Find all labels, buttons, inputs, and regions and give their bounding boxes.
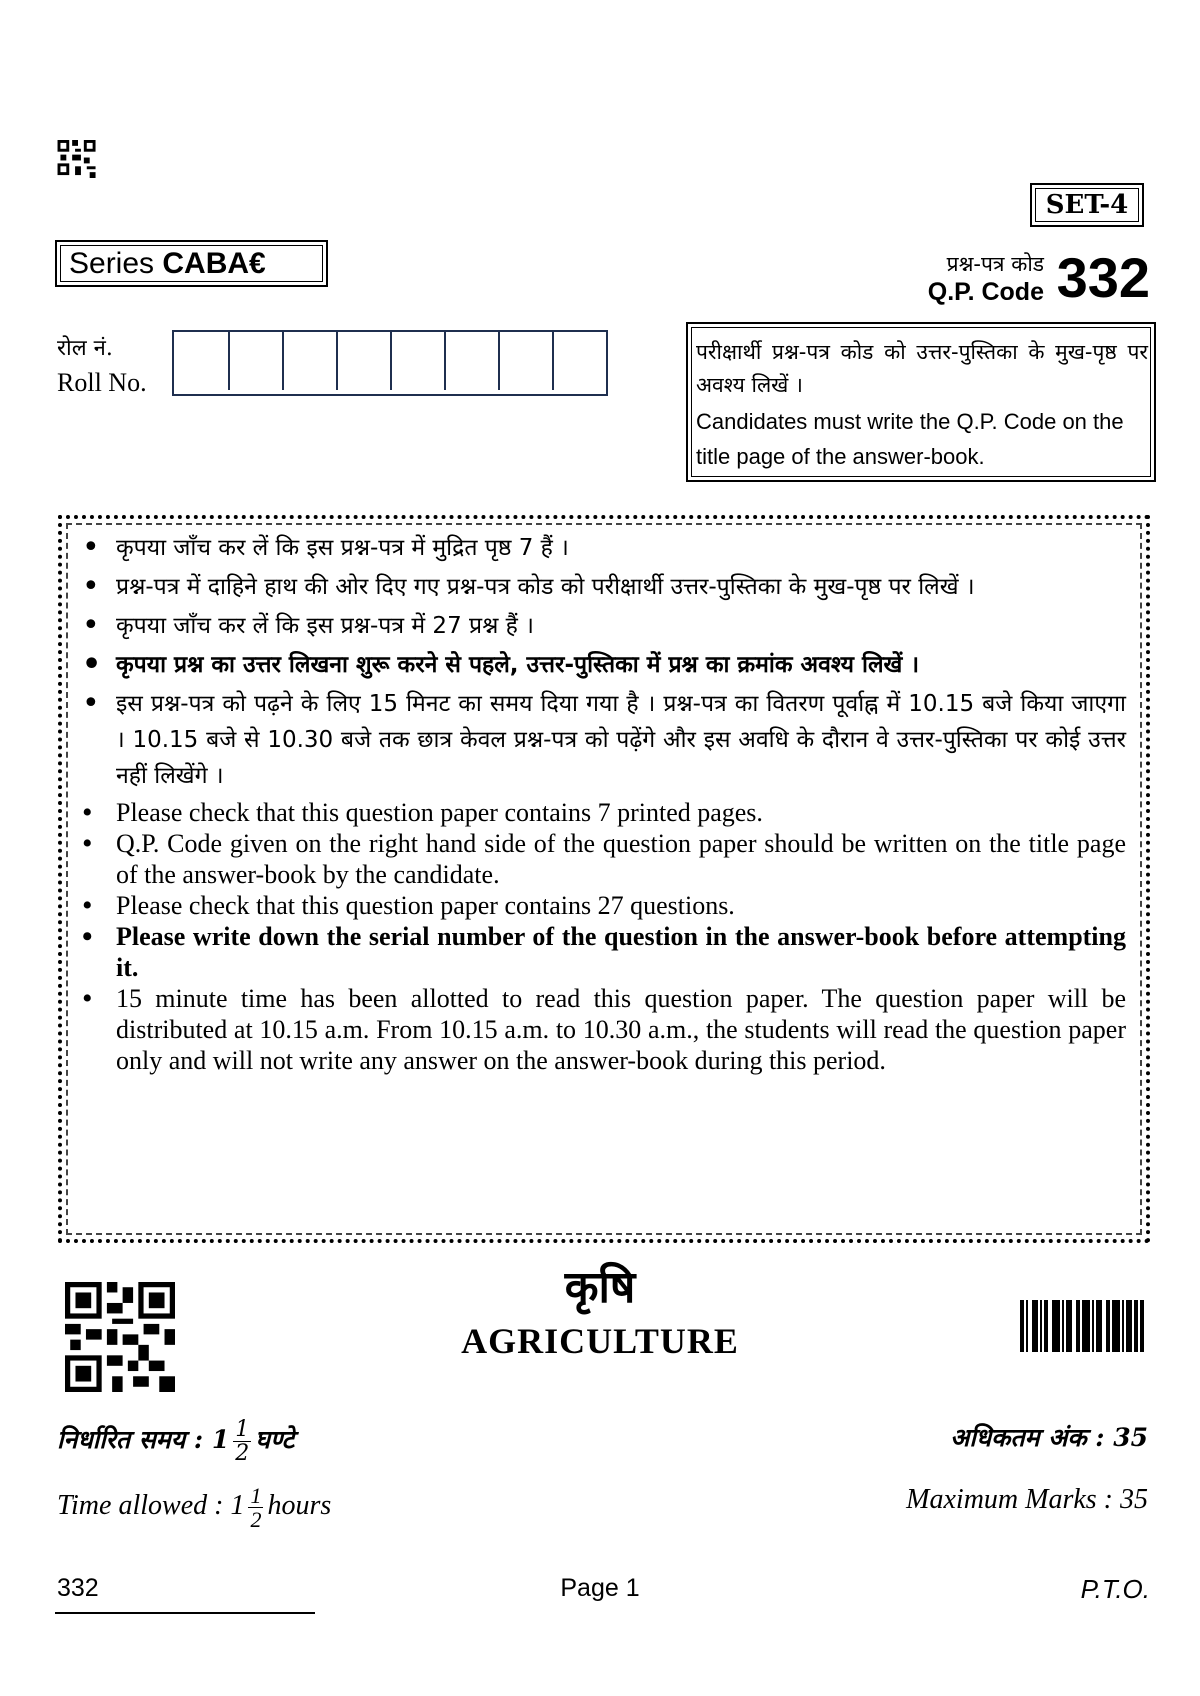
subject-title-hindi: कृषि bbox=[564, 1262, 636, 1313]
candidate-note-box bbox=[686, 322, 1156, 482]
instruction-item: • Please write down the serial number of the question in the answer-book before attempting it. bbox=[82, 921, 1126, 983]
instructions-list bbox=[82, 530, 1126, 1076]
fraction-half: $\frac{1}{2}$ bbox=[235, 1417, 250, 1466]
qr-code-small bbox=[57, 140, 99, 178]
roll-box[interactable] bbox=[390, 332, 444, 390]
set-badge bbox=[1030, 183, 1144, 227]
time-allowed: Time allowed : 1 $\frac{1}{2}$ hours bbox=[57, 1483, 332, 1532]
pto-label: P.T.O. bbox=[1080, 1574, 1150, 1604]
qp-code-label-hindi: प्रश्न-पत्र कोड bbox=[946, 252, 1044, 276]
series-badge bbox=[55, 240, 328, 287]
instruction-item-hindi: • इस प्रश्न-पत्र को पढ़ने के लिए 15 मिनट का समय दिया गया है । प्रश्न-पत्र का वितरण पूर्वाह्न में 10.15 बजे किया जाएगा । 10.15 बजे से 10.30 बजे तक छात्र केवल प्रश्न-पत्र को पढ़ेंगे और इस अवधि के दौरान वे उत्तर-पुस्तिका पर कोई उत्तर नहीं लिखेंगे । bbox=[82, 686, 1126, 794]
time-allowed-hindi: निर्धारित समय : 1 $\frac{1}{2}$ घण्टे bbox=[57, 1417, 295, 1466]
qp-code-label: Q.P. Code bbox=[927, 278, 1044, 306]
roll-box[interactable] bbox=[282, 332, 336, 390]
max-marks-hindi: अधिकतम अंक : 35 bbox=[950, 1423, 1148, 1452]
qp-code-value: 332 bbox=[1056, 246, 1150, 309]
barcode bbox=[1020, 1300, 1144, 1352]
roll-box[interactable] bbox=[174, 332, 228, 390]
roll-box[interactable] bbox=[552, 332, 606, 390]
roll-label: Roll No. bbox=[57, 368, 147, 397]
footer-code: 332 bbox=[57, 1574, 99, 1602]
instruction-item: • Please check that this question paper contains 7 printed pages. bbox=[82, 797, 1126, 828]
candidate-note: Candidates must write the Q.P. Code on the title page of the answer-book. bbox=[696, 409, 1124, 469]
instruction-item-hindi: • प्रश्न-पत्र में दाहिने हाथ की ओर दिए गए प्रश्न-पत्र कोड को परीक्षार्थी उत्तर-पुस्तिका के मुख-पृष्ठ पर लिखें । bbox=[82, 569, 1126, 605]
instruction-item-hindi: • कृपया जाँच कर लें कि इस प्रश्न-पत्र में 27 प्रश्न हैं । bbox=[82, 608, 1126, 644]
roll-box[interactable] bbox=[444, 332, 498, 390]
instruction-item: • Q.P. Code given on the right hand side of the question paper should be written on the title page of the answer-book by the candidate. bbox=[82, 828, 1126, 890]
max-marks: Maximum Marks : 35 bbox=[906, 1484, 1148, 1515]
instruction-item-hindi: • कृपया प्रश्न का उत्तर लिखना शुरू करने से पहले, उत्तर-पुस्तिका में प्रश्न का क्रमांक अवश्य लिखें । bbox=[82, 647, 1126, 683]
instruction-item: • Please check that this question paper contains 27 questions. bbox=[82, 890, 1126, 921]
instruction-item: • 15 minute time has been allotted to read this question paper. The question paper will be distributed at 10.15 a.m. From 10.15 a.m. to 10.30 a.m., the students will read the question paper only and will not write any answer on the answer-book during this period. bbox=[82, 983, 1126, 1076]
series-text: Series CABA€ bbox=[69, 247, 266, 280]
roll-box[interactable] bbox=[336, 332, 390, 390]
set-label: SET-4 bbox=[1045, 190, 1129, 220]
roll-box[interactable] bbox=[228, 332, 282, 390]
page-number: Page 1 bbox=[560, 1574, 640, 1602]
instruction-item-hindi: • कृपया जाँच कर लें कि इस प्रश्न-पत्र में मुद्रित पृष्ठ 7 हैं । bbox=[82, 530, 1126, 566]
roll-number-boxes[interactable] bbox=[172, 330, 608, 396]
footer-rule bbox=[55, 1612, 315, 1614]
roll-box[interactable] bbox=[498, 332, 552, 390]
fraction-half: $\frac{1}{2}$ bbox=[250, 1483, 262, 1532]
subject-title: AGRICULTURE bbox=[461, 1321, 739, 1361]
roll-label-hindi: रोल नं. bbox=[57, 336, 113, 361]
series-code: CABA€ bbox=[162, 247, 266, 280]
candidate-note-hindi: परीक्षार्थी प्रश्न-पत्र कोड को उत्तर-पुस्तिका के मुख-पृष्ठ पर अवश्य लिखें । bbox=[696, 340, 1148, 397]
